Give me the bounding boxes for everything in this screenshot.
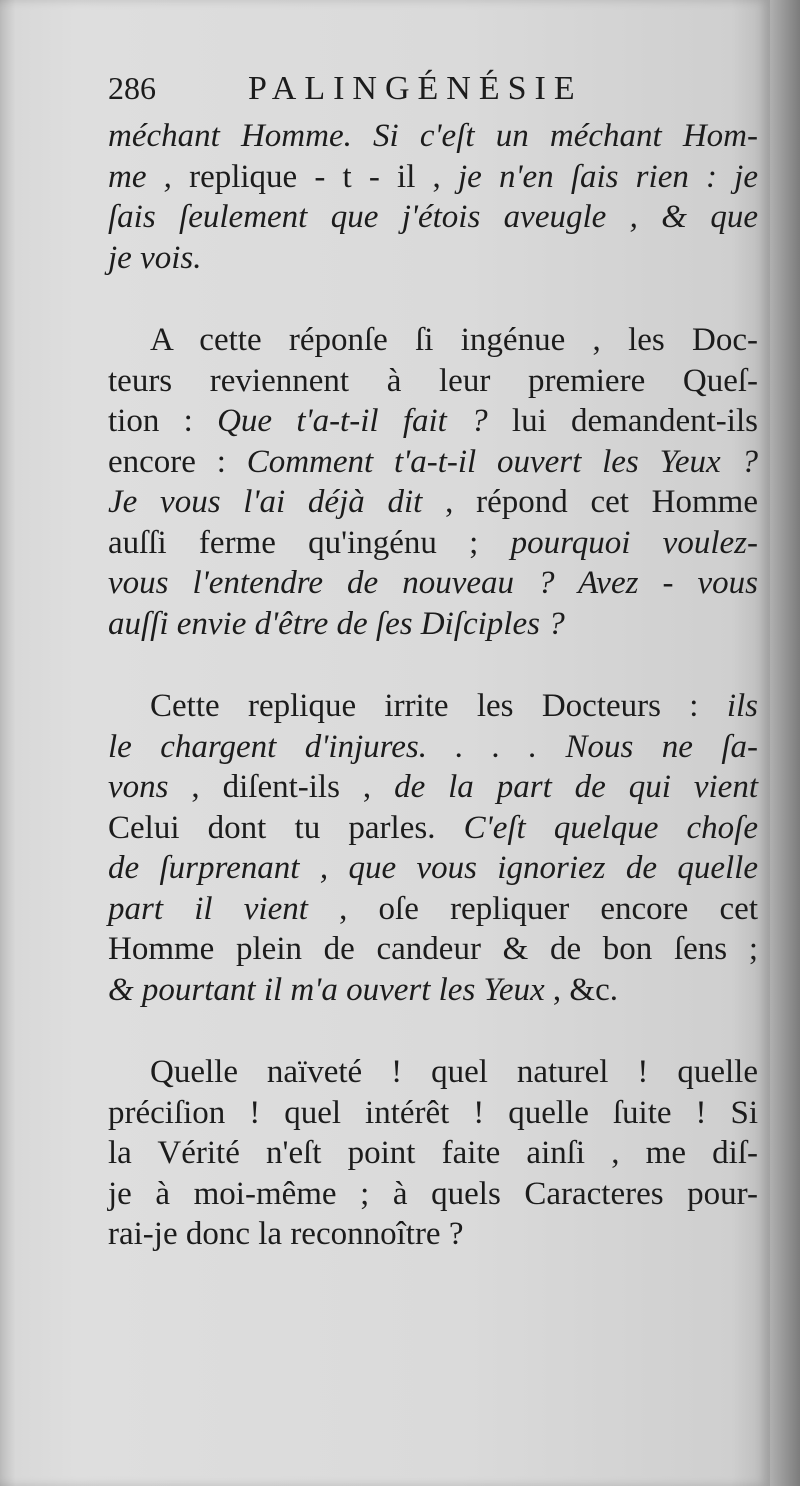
roman-text: Homme plein de candeur & de bon ſens ; [108,931,758,967]
roman-text: Cette replique irrite les Docteurs : [150,688,727,724]
roman-text: , oſe repliquer encore cet [307,890,758,927]
italic-text: Que t'a-t-il fait ? [217,403,488,439]
text-line [108,686,758,727]
roman-text: la Vérité n'eſt point faite ainſi , me diſ- [108,1135,758,1171]
text-line [108,1052,758,1093]
italic-text: part il vient [108,890,308,927]
roman-text: , répond cet Homme [422,484,758,520]
italic-text: me , [108,158,172,195]
italic-text: vous l'entendre de nouveau ? Avez - vous [108,565,758,601]
text-line [108,197,758,238]
text-line [108,401,758,442]
text-line [108,1214,758,1255]
italic-text: ſais ſeulement que j'étois aveugle , & que [108,199,758,235]
roman-text: auſſi ferme qu'ingénu ; [108,524,511,561]
italic-text: de ſurprenant , que vous ignoriez de quelle [108,850,758,886]
paragraph [108,116,758,278]
italic-text: pourquoi voulez- [510,524,758,561]
roman-text: Quelle naïveté ! quel naturel ! quelle [150,1054,758,1090]
italic-text: je vois. [108,239,202,276]
text-line [108,727,758,768]
text-line [108,889,758,930]
paragraph-spacer [108,644,758,686]
roman-text: replique - t - il , [171,158,458,195]
paragraph-spacer [108,278,758,320]
roman-text: tion : [108,403,218,439]
text-line [108,929,758,970]
roman-text: je à moi-même ; à quels Caracteres pour- [108,1175,758,1212]
text-line [108,238,758,279]
text-line [108,970,758,1011]
italic-text: C'eſt quelque choſe [463,809,758,846]
page-edge [770,0,800,1486]
roman-text: préciſion ! quel intérêt ! quelle ſuite ! Si [108,1094,758,1131]
italic-text: & pourtant il m'a ouvert les Yeux [108,971,545,1008]
text-line [108,848,758,889]
italic-text: ils [726,688,758,724]
text-line [108,1093,758,1134]
text-line [108,482,758,523]
page-header [108,60,758,116]
italic-text: le chargent d'injures. . . . Nous ne ſa- [108,728,758,765]
roman-text: teurs reviennent à leur premiere Queſ- [108,362,758,399]
text-line [108,563,758,604]
italic-text: je n'en ſais rien : je [457,158,758,195]
paragraph [108,686,758,1010]
roman-text: A cette réponſe ſi ingénue , les Doc- [150,322,758,358]
text-line [108,442,758,483]
page-text [108,60,758,1255]
roman-text: Celui dont tu parles. [108,809,464,846]
running-title: PALINGÉNÉSIE [248,70,583,107]
roman-text: lui demandent-ils [487,403,758,439]
text-line [108,523,758,564]
italic-text: Comment t'a-t-il ouvert les Yeux ? [246,443,758,480]
italic-text: méchant Homme. Si c'eſt un méchant Hom- [108,118,758,154]
text-line [108,808,758,849]
italic-text: vons [108,769,169,805]
paragraph [108,1052,758,1255]
text-line [108,361,758,402]
text-line [108,157,758,198]
text-line [108,604,758,645]
text-line [108,1133,758,1174]
paragraph-spacer [108,1010,758,1052]
body-text [108,116,758,1255]
italic-text: auſſi envie d'être de ſes Diſciples ? [108,605,565,642]
italic-text: de la part de qui vient [394,769,758,805]
text-line [108,1174,758,1215]
paragraph [108,320,758,644]
roman-text: , diſent-ils , [168,769,395,805]
roman-text: rai-je donc la reconnoître ? [108,1216,464,1252]
text-line [108,116,758,157]
italic-text: Je vous l'ai déjà dit [108,484,423,520]
page-number: 286 [108,70,156,106]
text-line [108,320,758,361]
roman-text: , &c. [544,971,618,1008]
text-line [108,767,758,808]
roman-text: encore : [108,443,247,480]
